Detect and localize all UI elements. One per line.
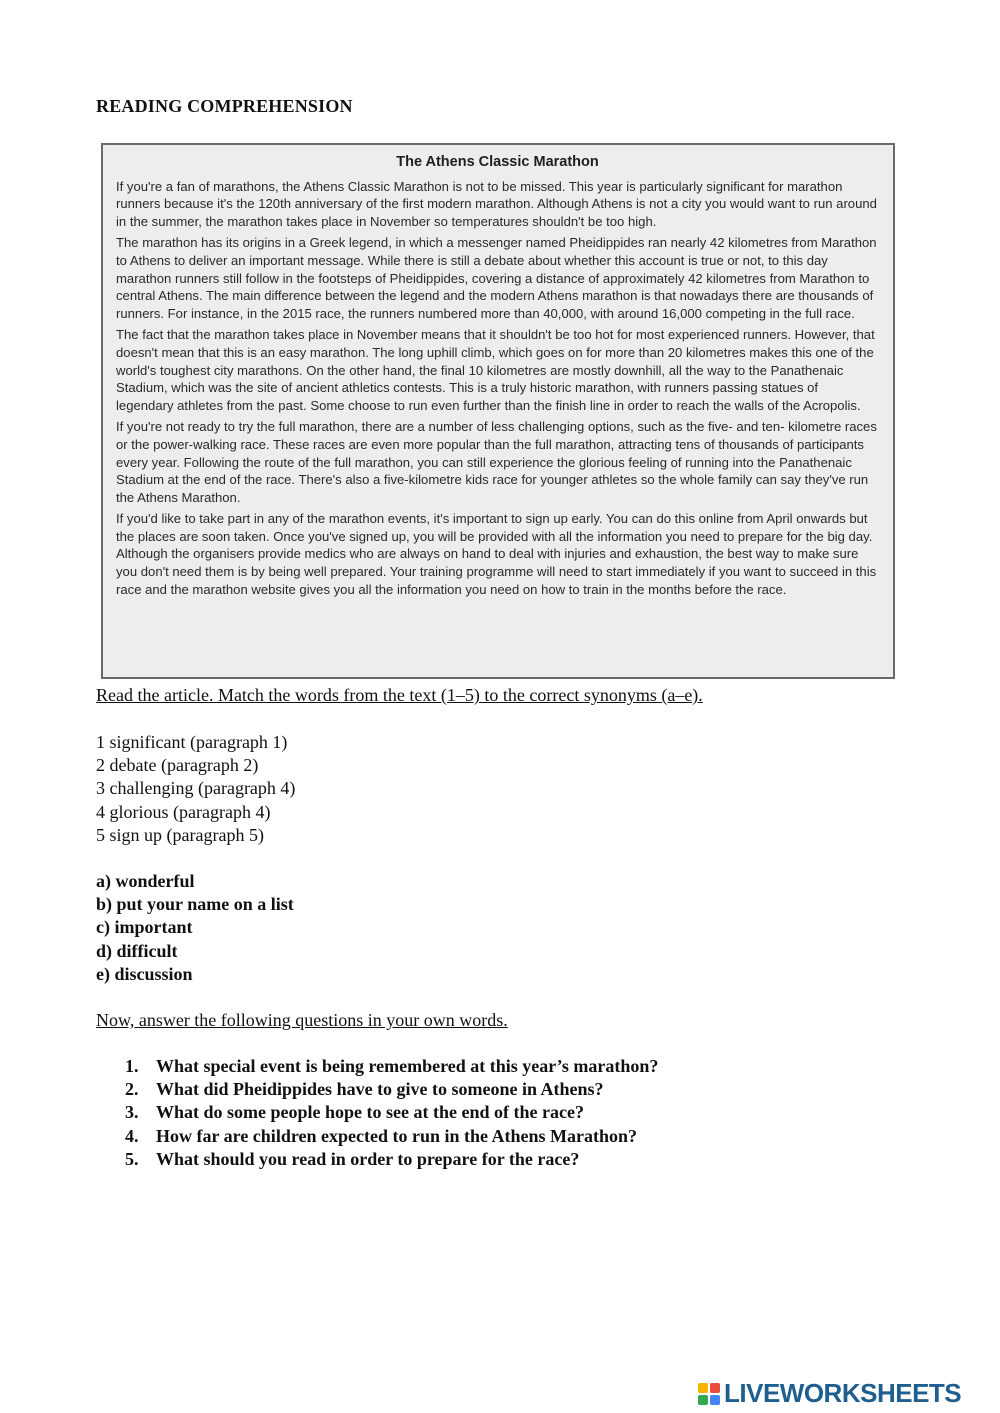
synonym-item: e) discussion bbox=[96, 963, 193, 984]
word-list bbox=[96, 731, 295, 847]
article-paragraph-4: If you're not ready to try the full marathon, there are a number of less challenging options, such as the five- and ten- kilometre races or the power-walking race. These races are even more popular than the full marathon, attracting tens of thousands of participants every year. Following the route of the full marathon, you can still experience the glorious feeling of running into the Panathenaic Stadium at the end of the race. There's also a five-kilometre kids race for younger athletes so the whole family can say they've run the Athens Marathon. bbox=[116, 419, 877, 505]
question-text: What special event is being remembered at this year’s marathon? bbox=[156, 1056, 659, 1076]
question-text: What did Pheidippides have to give to someone in Athens? bbox=[156, 1079, 604, 1100]
word-item: 3 challenging (paragraph 4) bbox=[96, 778, 296, 799]
logo-square-icon bbox=[698, 1383, 708, 1393]
synonym-list bbox=[96, 870, 294, 986]
synonym-item: b) put your name on a list bbox=[96, 894, 294, 915]
question-text: How far are children expected to run in the Athens Marathon? bbox=[156, 1125, 637, 1146]
questions-instruction: Now, answer the following questions in your own words. bbox=[96, 1010, 508, 1030]
word-item: 1 significant (paragraph 1) bbox=[96, 732, 288, 752]
logo-square-icon bbox=[710, 1383, 720, 1393]
question-number: 4. bbox=[125, 1125, 139, 1146]
synonym-item: a) wonderful bbox=[96, 871, 195, 891]
word-item: 2 debate (paragraph 2) bbox=[96, 755, 259, 776]
watermark-text: LIVEWORKSHEETS bbox=[724, 1378, 962, 1408]
article-title: The Athens Classic Marathon bbox=[396, 154, 599, 170]
question-text: What do some people hope to see at the end of the race? bbox=[156, 1102, 584, 1123]
question-item bbox=[125, 1148, 658, 1171]
article-paragraph-5: If you'd like to take part in any of the marathon events, it's important to sign up early. You can do this online from April onwards but the places are soon taken. Once you've signed up, you will be provided with all the information you need to prepare for the big day. Although the organisers provide medics who are always on hand to deal with injuries and exhaustion, the best way to make sure you don't need them is by being well prepared. Your training programme will need to start immediately if you want to succeed in this race and the marathon website gives you all the information you need on how to train in the months before the race. bbox=[116, 511, 877, 597]
article-paragraph-3: The fact that the marathon takes place in November means that it shouldn't be too hot for most experienced runners. However, that doesn't mean that this is an easy marathon. The long uphill climb, which goes on for more than 20 kilometres makes this one of the world's toughest city marathons. On the other hand, the final 10 kilometres are mostly downhill, all the way to the Panathenaic Stadium, which was the site of ancient athletics contests. This is a truly historic marathon, with runners passing statues of legendary athletes from the past. Some choose to run even further than the finish line in order to reach the walls of the Acropolis. bbox=[116, 327, 875, 413]
question-item bbox=[125, 1101, 658, 1124]
logo-square-icon bbox=[710, 1395, 720, 1405]
article-paragraph-1: If you're a fan of marathons, the Athens Classic Marathon is not to be missed. This year is particularly significant for marathon runners because it's the 120th anniversary of the first modern marathon. Although Athens is not a city you would want to run around in the summer, the marathon takes place in November so temperatures shouldn't be too high. bbox=[116, 178, 877, 229]
question-number: 3. bbox=[125, 1102, 139, 1123]
liveworksheets-watermark bbox=[698, 1378, 961, 1409]
liveworksheets-logo-icon bbox=[698, 1383, 720, 1405]
question-number: 1. bbox=[125, 1056, 139, 1076]
synonym-item: d) difficult bbox=[96, 940, 178, 961]
question-item bbox=[125, 1125, 658, 1148]
article-paragraph-2: The marathon has its origins in a Greek legend, in which a messenger named Pheidippides ran nearly 42 kilometres from Marathon to Athens to deliver an important message. While there is still a debate about whether this account is true or not, to this day marathon runners still follow in the footsteps of Pheidippides, covering a distance of approximately 42 kilometres from Marathon to central Athens. The main difference between the legend and the modern Athens marathon is that nowadays there are thousands of runners. For instance, in the 2015 race, the runners numbered more than 40,000, with around 16,000 competing in the full race. bbox=[116, 235, 877, 321]
question-text: What should you read in order to prepare for the race? bbox=[156, 1148, 580, 1169]
word-item: 5 sign up (paragraph 5) bbox=[96, 824, 264, 845]
synonym-item: c) important bbox=[96, 917, 193, 938]
question-item bbox=[125, 1055, 658, 1078]
question-number: 2. bbox=[125, 1079, 139, 1100]
logo-square-icon bbox=[698, 1395, 708, 1405]
question-list bbox=[125, 1055, 658, 1171]
matching-instruction: Read the article. Match the words from the text (1–5) to the correct synonyms (a–e). bbox=[96, 685, 703, 705]
question-number: 5. bbox=[125, 1148, 139, 1169]
article-box bbox=[101, 143, 895, 679]
page-heading: READING COMPREHENSION bbox=[96, 96, 353, 116]
word-item: 4 glorious (paragraph 4) bbox=[96, 801, 271, 822]
question-item bbox=[125, 1078, 658, 1101]
